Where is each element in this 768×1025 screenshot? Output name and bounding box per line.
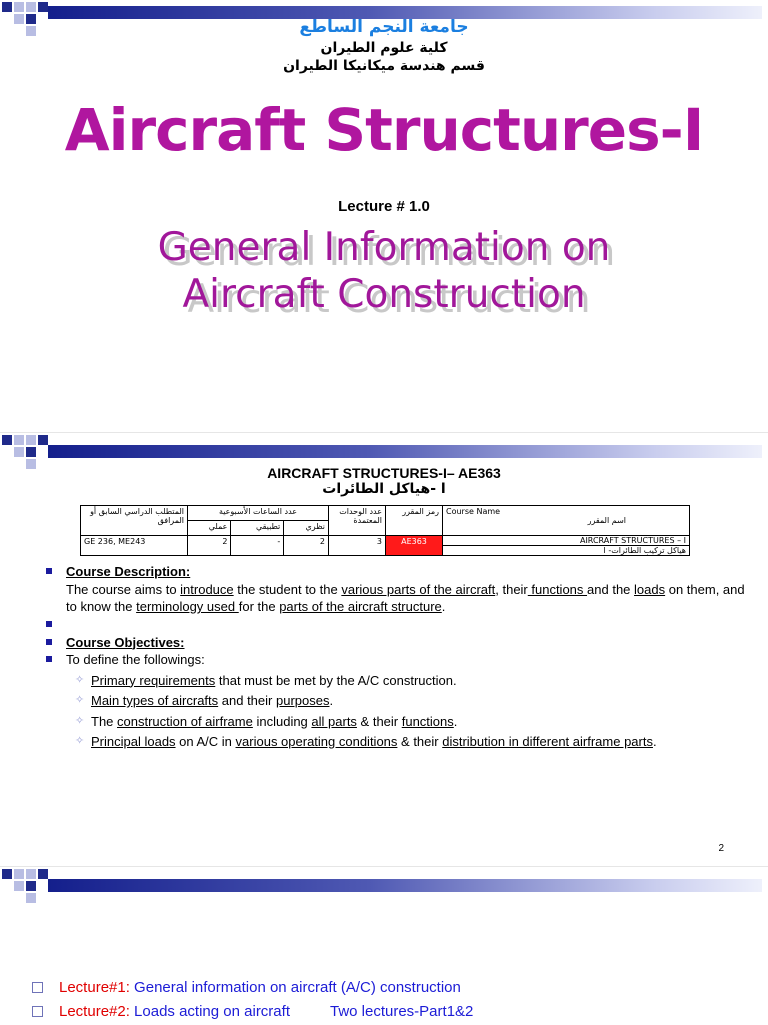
diamond-bullet-icon: ✧ — [75, 694, 85, 706]
page-number: 2 — [718, 843, 724, 854]
lecture-number: Lecture # 1.0 — [338, 198, 430, 215]
slide-3 — [0, 866, 768, 1025]
lecture-topic: Loads acting on aircraft — [129, 1003, 290, 1020]
course-title: Aircraft Structures-I — [64, 96, 704, 164]
course-code-title: AIRCRAFT STRUCTURES-I– AE363 — [267, 465, 501, 481]
cell-course-code: AE363 — [386, 536, 443, 556]
objective-item: ✧ Principal loads on A/C in various operating conditions & their distribution in different airframe parts. — [75, 734, 657, 749]
subtitle-line-2: Aircraft Construction — [182, 272, 586, 317]
department-name: قسم هندسة ميكانيكا الطيران — [283, 58, 485, 74]
slide-1 — [0, 0, 768, 430]
define-item — [46, 651, 746, 669]
lecture-list-item — [32, 1003, 473, 1020]
lecture-topic: General information on aircraft (A/C) construction — [129, 979, 461, 996]
course-title-arabic: ا -هياكل الطائرات — [322, 481, 446, 497]
header-weekly-hours: عدد الساعات الأسبوعية — [188, 506, 329, 521]
header-prerequisite: المتطلب الدراسي السابق أو المرافق — [81, 506, 188, 536]
slide-2 — [0, 432, 768, 863]
diamond-bullet-icon: ✧ — [75, 673, 85, 686]
header-practical: عملي — [188, 521, 231, 536]
objective-item: ✧ Primary requirements that must be met by the A/C construction. — [75, 672, 457, 688]
diamond-bullet-icon: ✧ — [75, 714, 85, 727]
cell-practical: 2 — [188, 536, 231, 556]
cell-course-name-en: AIRCRAFT STRUCTURES – I — [443, 536, 689, 546]
header-course-name — [443, 506, 690, 536]
lecture-prefix: Lecture#1: — [59, 979, 130, 996]
checkbox-bullet-icon — [32, 982, 43, 993]
cell-course-name — [443, 536, 690, 556]
header-applied: تطبيقي — [231, 521, 284, 536]
header-course-name-en: Course Name — [446, 507, 501, 516]
course-content — [46, 563, 746, 751]
header-theory: نظري — [284, 521, 329, 536]
lecture-note: Two lectures-Part1&2 — [329, 1003, 474, 1020]
subtitle-line-1: General Information on — [157, 225, 611, 270]
lecture-subtitle — [0, 224, 768, 318]
cell-credits: 3 — [329, 536, 386, 556]
cell-prerequisite: GE 236, ME243 — [81, 536, 188, 556]
header-course-name-ar: اسم المقرر — [587, 516, 626, 525]
define-text: To define the followings: — [66, 652, 205, 667]
cell-applied: - — [231, 536, 284, 556]
objective-item: ✧ The construction of airframe including all parts & their functions. — [75, 713, 458, 729]
slide-header-decoration — [0, 867, 768, 899]
lecture-list-item — [32, 979, 461, 996]
university-name: جامعة النجم الساطع — [299, 17, 469, 37]
cell-theory: 2 — [284, 536, 329, 556]
diamond-bullet-icon: ✧ — [75, 735, 85, 747]
header-credit-units: عدد الوحدات المعتمدة — [329, 506, 386, 536]
faculty-name: كلية علوم الطيران — [320, 40, 448, 56]
course-info-table — [80, 505, 690, 556]
lecture-prefix: Lecture#2: — [59, 1003, 130, 1020]
course-description-heading: Course Description: — [66, 564, 191, 579]
empty-bullet — [46, 616, 746, 634]
course-description-item — [46, 563, 746, 616]
checkbox-bullet-icon — [32, 1006, 43, 1017]
course-objectives-heading: Course Objectives: — [66, 634, 185, 650]
objective-item: ✧ Main types of aircrafts and their purposes. — [75, 693, 334, 708]
course-description-text: The course aims to introduce the student to the various parts of the aircraft, their functions and the loads on them, and to know the terminology used for the parts of the aircraft structure. — [66, 581, 745, 614]
course-objectives-item — [46, 634, 746, 652]
header-course-code: رمز المقرر — [386, 506, 443, 536]
cell-course-name-ar: هياكل تركيب الطائرات- ا — [603, 546, 686, 555]
slide-header-decoration — [0, 433, 768, 465]
